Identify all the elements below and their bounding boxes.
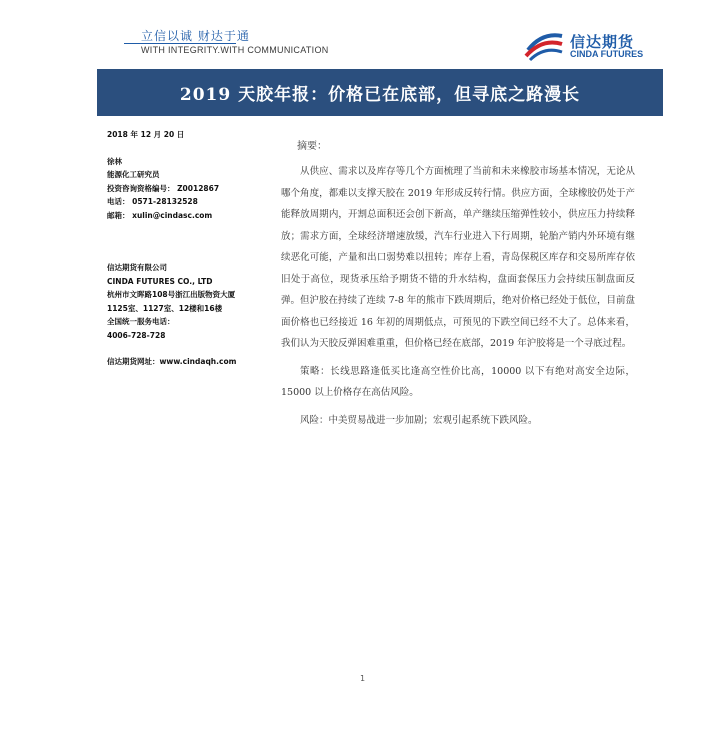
author-name: 徐林 bbox=[107, 156, 122, 166]
slogan-en: WITH INTEGRITY.WITH COMMUNICATION bbox=[141, 45, 329, 55]
title-banner bbox=[97, 69, 663, 116]
author-sidebar bbox=[107, 128, 277, 369]
strategy-paragraph: 策略：长线思路逢低买比逢高空性价比高，10000 以下有绝对高安全边际，15000 以上价格存在高估风险。 bbox=[281, 365, 635, 398]
logo-text-cn: 信达期货 bbox=[570, 33, 635, 51]
author-license: 投资咨询资格编号： Z0012867 bbox=[107, 183, 220, 193]
report-title: 2019 天胶年报：价格已在底部，但寻底之路漫长 bbox=[179, 85, 581, 105]
author-phone: 电话： 0571-28132528 bbox=[107, 197, 198, 206]
slogan-cn: 立信以诚 财达于通 bbox=[141, 29, 250, 43]
logo-text-en: CINDA FUTURES bbox=[570, 49, 644, 59]
page-number: 1 bbox=[360, 674, 366, 683]
company-address-line-1: 杭州市文晖路108号浙江出版物资大厦 bbox=[107, 290, 236, 299]
author-position: 能源化工研究员 bbox=[107, 170, 160, 179]
cinda-logo-icon bbox=[524, 28, 564, 62]
abstract-label: 摘要： bbox=[297, 141, 327, 152]
company-name-cn: 信达期货有限公司 bbox=[107, 263, 167, 272]
company-address-line-2: 1125室、1127室、12楼和16楼 bbox=[107, 303, 223, 313]
risk-paragraph: 风险：中美贸易战进一步加剧；宏观引起系统下跌风险。 bbox=[300, 414, 538, 426]
hotline-label: 全国统一服务电话： bbox=[107, 317, 175, 326]
company-name-en: CINDA FUTURES CO., LTD bbox=[107, 276, 213, 286]
company-logo bbox=[524, 28, 674, 62]
company-website: 信达期货网址：www.cindaqh.com bbox=[107, 357, 237, 366]
summary-paragraph: 从供应、需求以及库存等几个方面梳理了当前和未来橡胶市场基本情况，无论从哪个角度，都难以支撑天胶在 2019 年形成反转行情。供应方面，全球橡胶仍处于产能释放周期内，开割总面积还会创下新高，单产继续压缩弹性较小，供应压力持续释放；需求方面，全球经济增速放缓，汽车行业进入下行周期，轮胎产销内外环境有继续恶化可能，产量和出口弱势难以扭转；库存上看，青岛保税区库存和交易所库存依旧处于高位，现货承压给予期货不错的升水结构，盘面套保压力会持续压制盘面反弹。但沪胶在持续了连续 7-8 年的熊市下跌周期后，绝对价格已经处于低位，目前盘面价格也已经接近 16 年初的周期低点，可预见的下跌空间已经不大了。总体来看，我们认为天胶反弹困难重重，但价格已经在底部，2019 年沪胶将是一个寻底过程。 bbox=[281, 166, 635, 349]
slogan-divider bbox=[124, 43, 236, 44]
report-date: 2018 年 12 月 20 日 bbox=[107, 130, 185, 139]
report-body bbox=[281, 161, 635, 431]
hotline-number: 4006-728-728 bbox=[107, 330, 166, 340]
author-email: 邮箱： xulin@cindasc.com bbox=[107, 210, 213, 220]
